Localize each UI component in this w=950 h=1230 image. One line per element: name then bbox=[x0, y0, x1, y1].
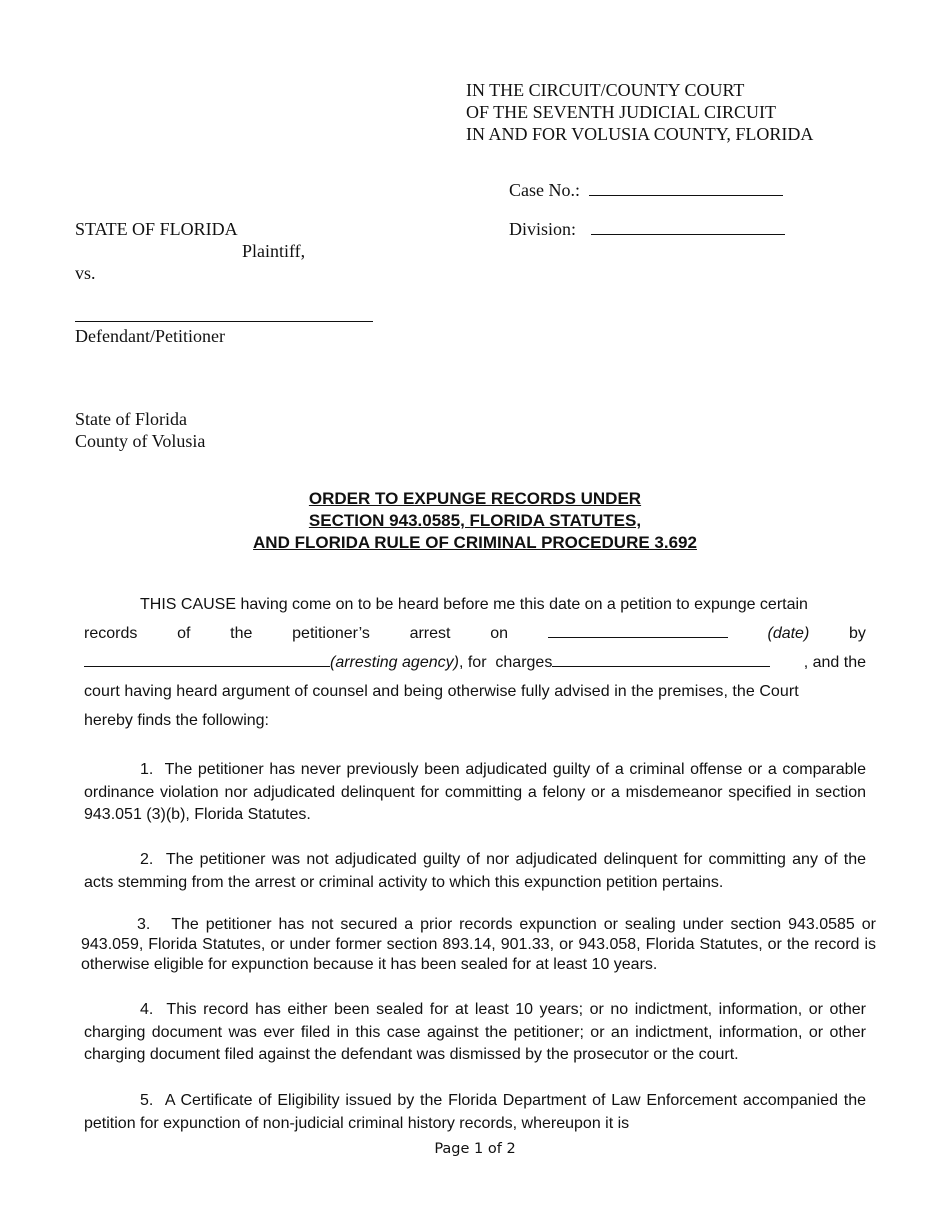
order-title-line-2: SECTION 943.0585, FLORIDA STATUTES, bbox=[308, 511, 642, 530]
plaintiff-role: Plaintiff, bbox=[242, 241, 306, 261]
plaintiff-name: STATE OF FLORIDA bbox=[75, 219, 238, 239]
charges-blank[interactable] bbox=[552, 652, 770, 667]
division-label: Division: bbox=[509, 219, 577, 239]
case-number-field[interactable] bbox=[509, 179, 783, 201]
court-header-line-3: IN AND FOR VOLUSIA COUNTY, FLORIDA bbox=[466, 124, 814, 144]
finding-4 bbox=[84, 999, 866, 1067]
finding-number: 3. bbox=[137, 916, 151, 933]
intro-line-1: THIS CAUSE having come on to be heard before me this date on a petition to expunge certain bbox=[140, 596, 808, 613]
finding-number: 4. bbox=[140, 1001, 154, 1018]
finding-number: 1. bbox=[140, 761, 154, 778]
date-label: (date) bbox=[767, 625, 810, 642]
finding-text: The petitioner was not adjudicated guilty of nor adjudicated delinquent for committing any of the acts stemming from the arrest or criminal activity to which this expunction petition pertains. bbox=[84, 851, 867, 891]
for-charges-text: , for charges bbox=[458, 654, 553, 671]
finding-text: A Certificate of Eligibility issued by the Florida Department of Law Enforcement accompanied the petition for expunction of non-judicial criminal history records, whereupon it is bbox=[84, 1092, 867, 1132]
intro-line-5: hereby finds the following: bbox=[84, 712, 269, 729]
intro-word: petitioner’s bbox=[292, 625, 370, 642]
defendant-role: Defendant/Petitioner bbox=[75, 326, 225, 346]
finding-number: 5. bbox=[140, 1092, 154, 1109]
page-number: Page 1 of 2 bbox=[434, 1141, 516, 1157]
case-number-label: Case No.: bbox=[509, 180, 580, 200]
court-header bbox=[466, 79, 813, 145]
finding-2 bbox=[84, 849, 866, 894]
arrest-date-blank[interactable] bbox=[548, 623, 728, 638]
division-blank[interactable] bbox=[591, 218, 785, 235]
finding-text: The petitioner has never previously been adjudicated guilty of a criminal offense or a comparable ordinance violation nor adjudicated delinquent for committing a felony or a misdemeanor specified in section 943.051 (3)(b), Florida Statutes. bbox=[84, 761, 867, 823]
finding-number: 2. bbox=[140, 851, 154, 868]
order-title-line-1: ORDER TO EXPUNGE RECORDS UNDER bbox=[308, 489, 642, 508]
order-title bbox=[0, 488, 950, 554]
finding-5 bbox=[84, 1090, 866, 1135]
intro-line-3 bbox=[84, 651, 866, 680]
intro-line-4: court having heard argument of counsel and being otherwise fully advised in the premises, the Court bbox=[84, 683, 799, 700]
finding-1 bbox=[84, 759, 866, 827]
division-field[interactable] bbox=[509, 218, 785, 240]
defendant-name-blank[interactable] bbox=[75, 321, 373, 322]
by-word: by bbox=[849, 625, 866, 642]
finding-text: This record has either been sealed for at least 10 years; or no indictment, information, or other charging document was ever filed in this case against the petitioner; or an indictment, information, or other charging document filed against the defendant was dismissed by the prosecutor or the court. bbox=[84, 1001, 867, 1063]
intro-line-2 bbox=[84, 622, 866, 651]
intro-word: records bbox=[84, 625, 138, 642]
order-title-line-3: AND FLORIDA RULE OF CRIMINAL PROCEDURE 3.692 bbox=[253, 533, 697, 552]
intro-word: arrest bbox=[409, 625, 451, 642]
court-header-line-1: IN THE CIRCUIT/COUNTY COURT bbox=[466, 80, 745, 100]
case-number-blank[interactable] bbox=[589, 179, 783, 196]
arresting-agency-blank[interactable] bbox=[84, 652, 330, 667]
venue-state: State of Florida bbox=[75, 409, 187, 429]
intro-word: of bbox=[177, 625, 191, 642]
venue-county: County of Volusia bbox=[75, 431, 206, 451]
arresting-agency-label: (arresting agency) bbox=[330, 654, 459, 671]
intro-paragraph bbox=[84, 593, 866, 738]
and-the-text: , and the bbox=[803, 654, 866, 671]
finding-3 bbox=[81, 915, 876, 975]
finding-text: The petitioner has not secured a prior records expunction or sealing under section 943.0585 or 943.059, Florida Statutes, or under former section 893.14, 901.33, or 943.058, Florida Statutes, or the record is otherwise eligible for expunction because it has been sealed for at least 10 years. bbox=[81, 916, 876, 973]
intro-word: the bbox=[230, 625, 253, 642]
court-header-line-2: OF THE SEVENTH JUDICIAL CIRCUIT bbox=[466, 102, 776, 122]
intro-word: on bbox=[490, 625, 509, 642]
versus-label: vs. bbox=[75, 263, 96, 283]
